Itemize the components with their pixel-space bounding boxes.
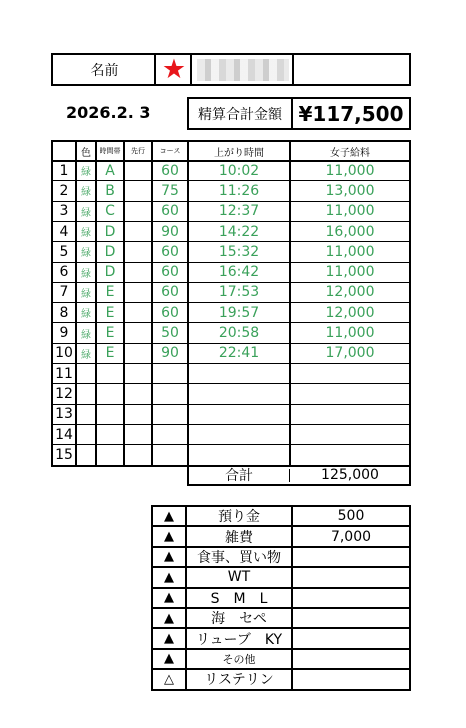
row-color: 緑 [81, 207, 91, 219]
row-number: 6 [59, 264, 69, 281]
filled-triangle-icon: ▲ [164, 549, 174, 565]
date: 2026.2. 3 [66, 103, 151, 122]
deduction-value [293, 650, 409, 668]
filled-triangle-icon: ▲ [164, 508, 174, 524]
row-color: 緑 [81, 268, 91, 280]
filled-triangle-icon: ▲ [164, 569, 174, 585]
row-finish-time: 19:57 [218, 304, 260, 321]
row-course [153, 405, 187, 424]
table-bottom-border [151, 689, 411, 691]
name-label: 名前 [90, 62, 119, 79]
deductions-table [151, 505, 411, 689]
deduction-value [293, 629, 409, 647]
row-number: 10 [55, 345, 73, 362]
filled-triangle-icon: ▲ [164, 610, 174, 626]
deduction-value [293, 548, 409, 566]
outline-triangle-icon: △ [164, 671, 174, 687]
row-number: 15 [55, 446, 73, 463]
header-color: 色 [81, 147, 91, 159]
settlement-value: ¥117,500 [298, 101, 404, 126]
row-pay [291, 405, 409, 424]
row-time-zone: D [104, 223, 116, 240]
row-number: 2 [59, 182, 69, 199]
row-color: 緑 [81, 349, 91, 361]
table-edge [409, 140, 411, 486]
row-time-zone: E [105, 345, 115, 362]
deduction-label: WT [227, 569, 251, 586]
row-time-zone [97, 405, 123, 424]
deduction-label: 食事、買い物 [197, 550, 281, 566]
row-number: 8 [59, 304, 69, 321]
star-icon: ★ [161, 55, 187, 84]
row-color: 緑 [81, 329, 91, 341]
deduction-value [293, 568, 409, 586]
row-color: 緑 [81, 309, 91, 321]
row-pay: 13,000 [325, 182, 375, 199]
row-time-zone: B [105, 182, 115, 199]
row-course [153, 364, 187, 383]
row-finish-time [189, 384, 289, 403]
settlement-label: 精算合計金額 [198, 106, 282, 123]
deduction-label: 雑費 [225, 529, 253, 546]
row-finish-time [189, 405, 289, 424]
settlement-total-box [187, 97, 411, 130]
name-row [51, 53, 411, 86]
row-finish-time [189, 364, 289, 383]
row-course [153, 384, 187, 403]
deduction-label: 海 セペ [211, 611, 267, 628]
row-pay [291, 384, 409, 403]
row-pay [291, 364, 409, 383]
row-number: 7 [59, 284, 69, 301]
row-color: 緑 [81, 228, 91, 240]
divider [292, 55, 294, 84]
row-time-zone [97, 445, 123, 464]
column-divider [123, 140, 125, 465]
header-advance: 先行 [131, 147, 145, 155]
total-label: 合計 [225, 468, 253, 485]
row-color: 緑 [81, 167, 91, 179]
row-finish-time: 20:58 [218, 325, 260, 342]
filled-triangle-icon: ▲ [164, 590, 174, 606]
row-time-zone: C [105, 203, 115, 220]
row-number: 1 [59, 162, 69, 179]
row-color [77, 445, 95, 464]
deduction-label: 預り金 [218, 509, 260, 526]
row-pay [291, 445, 409, 464]
header-time-zone: 時間帯 [99, 147, 121, 155]
row-course: 90 [161, 345, 179, 362]
row-pay: 16,000 [325, 223, 375, 240]
row-number: 5 [59, 243, 69, 260]
filled-triangle-icon: ▲ [164, 529, 174, 545]
row-finish-time: 10:02 [218, 162, 260, 179]
filled-triangle-icon: ▲ [164, 651, 174, 667]
row-pay: 11,000 [325, 203, 375, 220]
deduction-label: リステリン [204, 672, 274, 689]
header-course: コース [159, 147, 181, 155]
header-pay: 女子給料 [330, 147, 370, 159]
row-time-zone: D [104, 243, 116, 260]
deduction-label: S M L [210, 590, 268, 607]
deduction-label: リューブ KY [195, 631, 283, 648]
row-pay: 12,000 [325, 304, 375, 321]
row-color: 緑 [81, 248, 91, 260]
row-color: 緑 [81, 187, 91, 199]
row-course: 60 [161, 304, 179, 321]
redacted-name [197, 59, 289, 81]
row-color [77, 405, 95, 424]
row-course: 50 [161, 325, 179, 342]
row-pay: 17,000 [325, 345, 375, 362]
row-finish-time [189, 445, 289, 464]
row-time-zone: E [105, 284, 115, 301]
row-finish-time: 12:37 [218, 203, 260, 220]
row-number: 12 [55, 385, 73, 402]
row-color [77, 384, 95, 403]
row-pay: 11,000 [325, 325, 375, 342]
row-course: 60 [161, 243, 179, 260]
row-finish-time: 22:41 [218, 345, 260, 362]
row-color: 緑 [81, 288, 91, 300]
row-color [77, 425, 95, 444]
row-course: 60 [161, 284, 179, 301]
row-number: 9 [59, 325, 69, 342]
row-number: 13 [55, 406, 73, 423]
row-course: 90 [161, 223, 179, 240]
row-number: 3 [59, 203, 69, 220]
deduction-value: 7,000 [330, 528, 372, 545]
total-value: 125,000 [321, 467, 379, 484]
row-number: 14 [55, 426, 73, 443]
row-finish-time: 17:53 [218, 284, 260, 301]
row-finish-time: 15:32 [218, 243, 260, 260]
filled-triangle-icon: ▲ [164, 631, 174, 647]
row-time-zone: D [104, 264, 116, 281]
row-course [153, 425, 187, 444]
row-time-zone [97, 364, 123, 383]
row-time-zone [97, 384, 123, 403]
deduction-value [293, 589, 409, 607]
header-finish-time: 上がり時間 [214, 147, 264, 159]
row-finish-time: 14:22 [218, 223, 260, 240]
total-divider [289, 469, 290, 483]
row-time-zone [97, 425, 123, 444]
row-pay: 11,000 [325, 243, 375, 260]
row-course: 60 [161, 162, 179, 179]
row-number: 11 [55, 365, 73, 382]
row-pay: 11,000 [325, 162, 375, 179]
row-time-zone: E [105, 325, 115, 342]
row-course [153, 445, 187, 464]
row-finish-time: 11:26 [218, 182, 260, 199]
row-course: 60 [161, 203, 179, 220]
row-finish-time [189, 425, 289, 444]
row-time-zone: E [105, 304, 115, 321]
row-pay: 11,000 [325, 264, 375, 281]
deduction-value [293, 609, 409, 627]
row-finish-time: 16:42 [218, 264, 260, 281]
shift-table [51, 140, 411, 486]
row-number: 4 [59, 223, 69, 240]
column-divider [409, 505, 411, 691]
row-course: 75 [161, 182, 179, 199]
row-course: 60 [161, 264, 179, 281]
row-pay [291, 425, 409, 444]
deduction-value [293, 670, 409, 688]
row-color [77, 364, 95, 383]
row-pay: 12,000 [325, 284, 375, 301]
row-time-zone: A [105, 162, 115, 179]
deduction-value: 500 [337, 508, 365, 525]
deduction-label: その他 [222, 652, 256, 666]
